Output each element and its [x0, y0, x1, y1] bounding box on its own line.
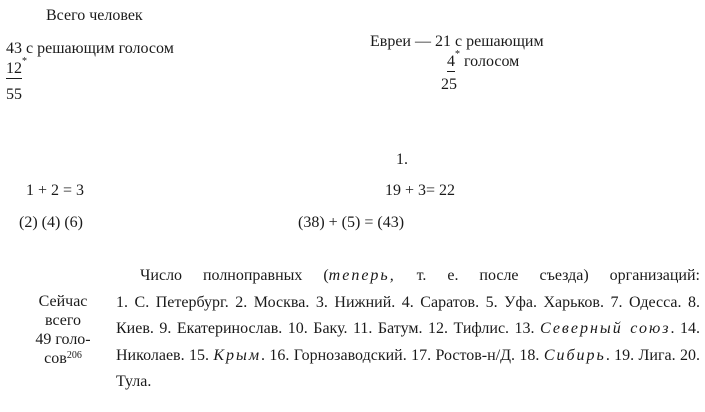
paragraph-intro-end: т. е. после съезда) организаций: [395, 267, 701, 284]
calc-left-parens: (2) (4) (6) [19, 214, 83, 231]
paragraph-item13: Северный союз [540, 320, 671, 337]
margin-note [30, 292, 96, 368]
paragraph-items-b: . 14. Николаев. 15. [116, 320, 700, 364]
left-table-total: 55 [6, 86, 22, 103]
margin-note-line4-text: сов [44, 350, 67, 367]
right-table-row2 [447, 49, 520, 72]
paragraph-item18: Сибирь [543, 346, 606, 364]
left-table-row2-mark: * [22, 56, 27, 67]
paragraph-intro-start: Число полноправных ( [140, 267, 329, 284]
margin-note-line3: 49 голо- [35, 331, 91, 348]
right-table-row2-value: 4 [447, 53, 455, 70]
left-table-header: Всего человек [46, 7, 143, 24]
organizations-paragraph [116, 263, 700, 396]
calc-right-number: 1. [396, 151, 408, 168]
right-table-row2-mark: * [455, 49, 460, 60]
right-table-total: 25 [441, 76, 457, 93]
right-table-prefix: Евреи — 21 [370, 33, 451, 50]
left-table-row2-value: 12 [6, 60, 22, 77]
right-table-row1-tail: с решающим [455, 33, 544, 50]
calc-right-equation: 19 + 3= 22 [385, 182, 456, 199]
paragraph-items-a: 1. С. Петербург. 2. Москва. 3. Нижний. 4. Саратов. 5. Уфа. Харьков. 7. Одесса. 8. Киев. 9. Екатеринослав. 10. Баку. 11. Батум. 12. Тифлис. 13. [116, 293, 700, 337]
margin-note-line1: Сейчас [38, 293, 88, 310]
paragraph-items-d: . 19. Лига. 20. Тула. [116, 346, 701, 390]
margin-note-line4 [30, 349, 96, 368]
left-table-row2 [6, 56, 27, 79]
paragraph-items-c: . 16. Горнозаводский. 17. Ростов-н/Д. 18. [261, 346, 544, 364]
left-table-row1: 43 с решающим голосом [6, 40, 174, 57]
paragraph-intro-italic: теперь, [328, 267, 396, 284]
margin-note-line2: всего [44, 312, 82, 329]
calc-right-parens: (38) + (5) = (43) [298, 214, 405, 231]
right-table-row2-tail: голосом [464, 53, 520, 70]
paragraph-item15: Крым [213, 346, 262, 364]
footnote-ref: 206 [66, 350, 82, 361]
calc-left-equation: 1 + 2 = 3 [26, 182, 85, 199]
paragraph-intro [116, 263, 700, 290]
